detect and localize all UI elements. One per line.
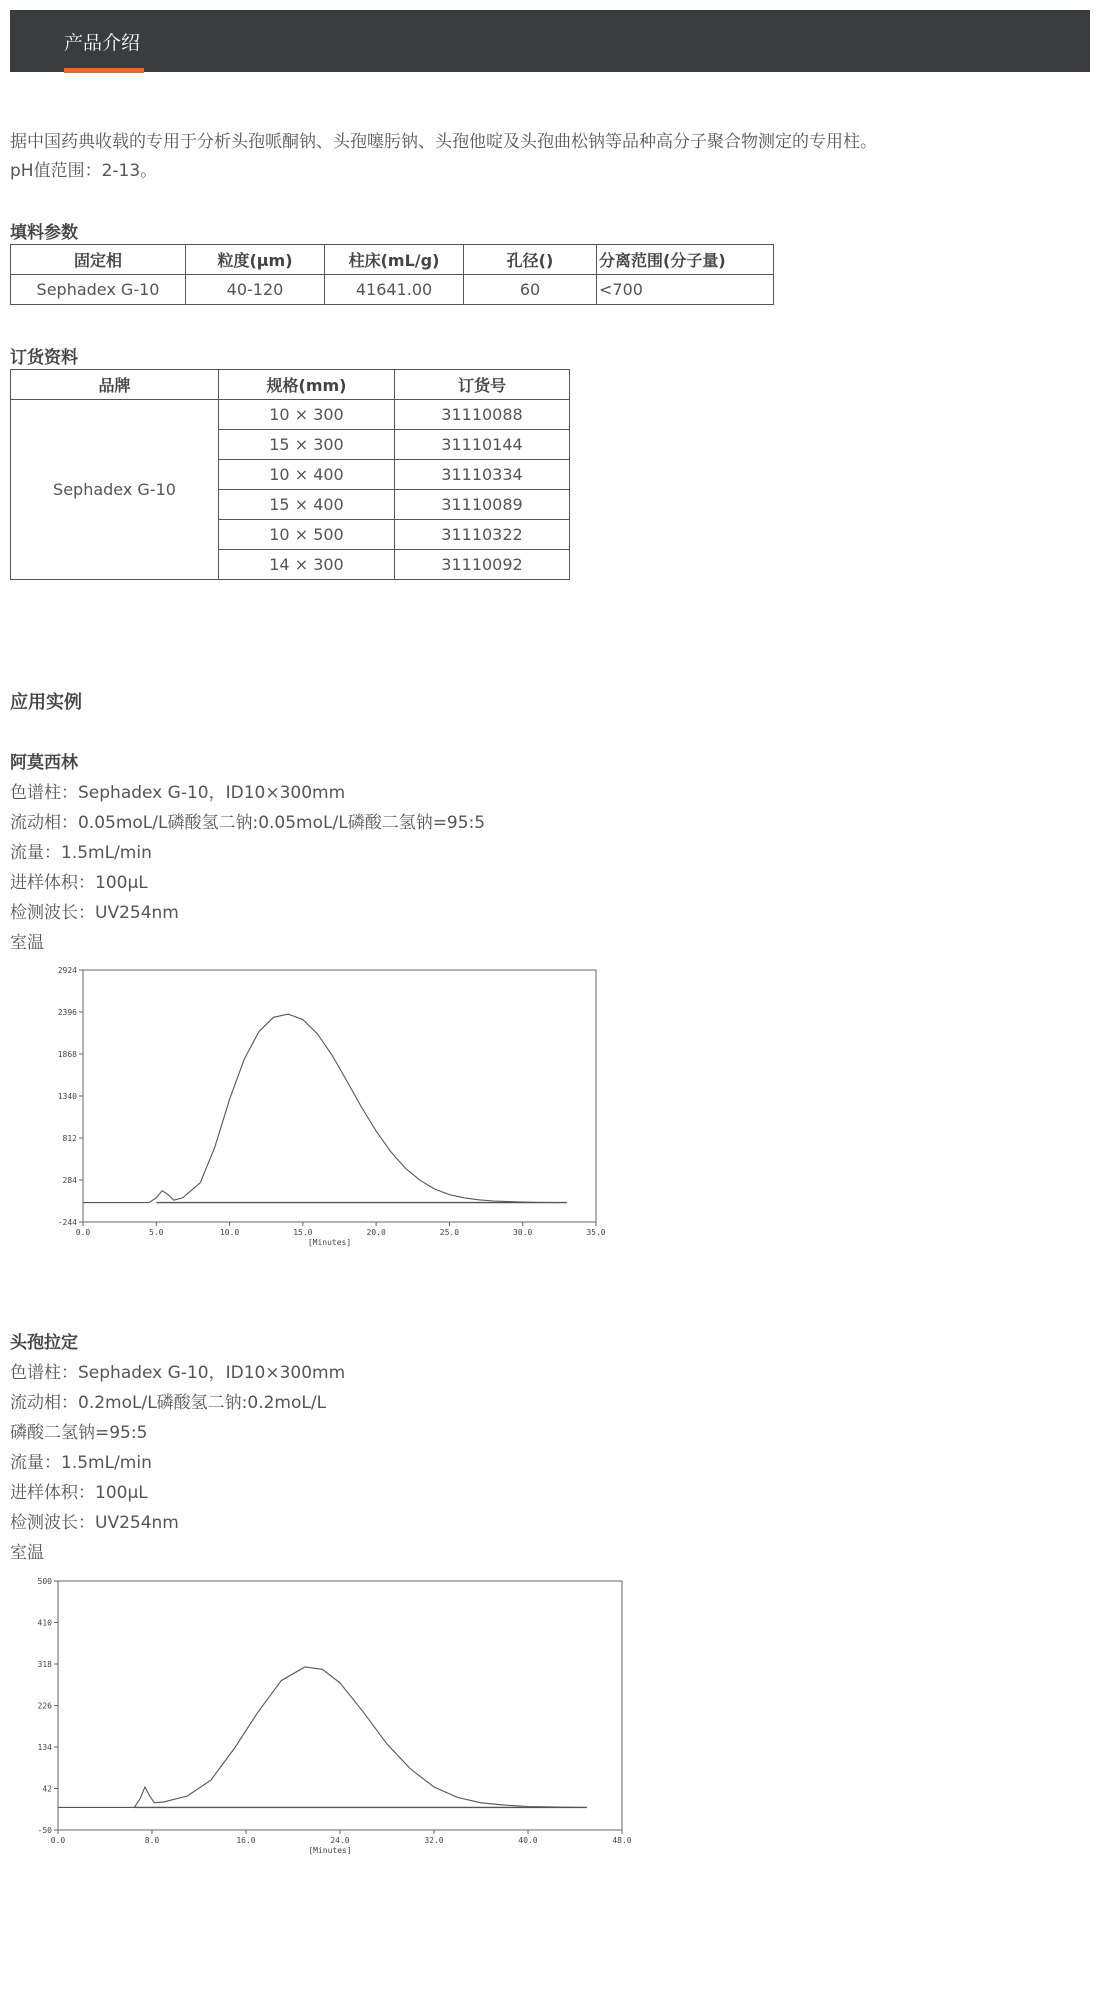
x-tick-label: 32.0 <box>424 1836 444 1845</box>
x-tick-label: 8.0 <box>144 1836 160 1845</box>
ordering-number-cell: 31110092 <box>395 550 570 580</box>
example1-line: 室温 <box>10 933 44 953</box>
ordering-spec-cell: 15 × 300 <box>219 430 395 460</box>
ordering-header-cell: 规格(mm) <box>219 370 395 400</box>
tab-product-intro[interactable]: 产品介绍 <box>64 32 141 54</box>
y-tick-label: 134 <box>37 1743 52 1752</box>
x-tick-label: 0.0 <box>50 1836 66 1845</box>
example1-line: 检测波长：UV254nm <box>10 903 179 923</box>
chromatogram-chart-1 <box>10 960 610 1255</box>
ordering-brand-cell: Sephadex G-10 <box>11 400 219 580</box>
example1-line: 色谱柱：Sephadex G-10，ID10×300mm <box>10 783 346 803</box>
packing-header-cell: 孔径() <box>464 245 597 275</box>
y-tick-label: 1868 <box>57 1050 77 1059</box>
packing-header-cell: 固定相 <box>11 245 186 275</box>
applications-title: 应用实例 <box>10 692 82 713</box>
chromatogram-chart-2 <box>10 1565 635 1865</box>
y-tick-label: 2924 <box>57 966 77 975</box>
example2-line: 室温 <box>10 1543 44 1563</box>
x-tick-label: 20.0 <box>366 1228 386 1237</box>
packing-cell: 60 <box>464 275 597 305</box>
series-line-signal <box>58 1667 587 1807</box>
table-row <box>11 400 570 430</box>
example2-line: 色谱柱：Sephadex G-10，ID10×300mm <box>10 1363 346 1383</box>
y-tick-label: 1340 <box>57 1092 77 1101</box>
y-tick-label: 318 <box>37 1660 52 1669</box>
y-tick-label: 284 <box>62 1176 77 1185</box>
y-tick-label: -244 <box>57 1218 77 1227</box>
tab-active-underline <box>64 68 144 73</box>
ordering-table <box>10 369 570 580</box>
x-tick-label: 15.0 <box>293 1228 313 1237</box>
ordering-spec-cell: 10 × 500 <box>219 520 395 550</box>
ordering-number-cell: 31110144 <box>395 430 570 460</box>
plot-frame <box>83 970 596 1222</box>
ordering-header-cell: 品牌 <box>11 370 219 400</box>
packing-cell: Sephadex G-10 <box>11 275 186 305</box>
intro-line-2: pH值范围：2-13。 <box>10 161 158 181</box>
example2-line: 检测波长：UV254nm <box>10 1513 179 1533</box>
ordering-title: 订货资料 <box>10 348 78 368</box>
packing-cell: <700 <box>597 275 774 305</box>
example2-line: 流动相：0.2moL/L磷酸氢二钠:0.2moL/L <box>10 1393 327 1413</box>
packing-cell: 40-120 <box>186 275 325 305</box>
y-tick-label: 2396 <box>57 1008 77 1017</box>
example2-line: 磷酸二氢钠=95:5 <box>10 1423 148 1443</box>
x-tick-label: 24.0 <box>330 1836 350 1845</box>
packing-header-row <box>11 245 774 275</box>
example1-line: 流动相：0.05moL/L磷酸氢二钠:0.05moL/L磷酸二氢钠=95:5 <box>10 813 486 833</box>
ordering-spec-cell: 10 × 400 <box>219 460 395 490</box>
example2-name: 头孢拉定 <box>10 1333 78 1353</box>
ordering-spec-cell: 14 × 300 <box>219 550 395 580</box>
y-tick-label: 812 <box>62 1134 77 1143</box>
x-tick-label: 5.0 <box>149 1228 164 1237</box>
ordering-header-row <box>11 370 570 400</box>
x-tick-label: 30.0 <box>513 1228 533 1237</box>
y-tick-label: -50 <box>37 1826 52 1835</box>
ordering-spec-cell: 15 × 400 <box>219 490 395 520</box>
example2-line: 流量：1.5mL/min <box>10 1453 152 1473</box>
x-tick-label: 48.0 <box>612 1836 632 1845</box>
x-tick-label: 35.0 <box>586 1228 606 1237</box>
x-axis-label: [Minutes] <box>308 1846 352 1855</box>
example1-line: 进样体积：100μL <box>10 873 148 893</box>
x-axis-label: [Minutes] <box>307 1238 352 1247</box>
ordering-header-cell: 订货号 <box>395 370 570 400</box>
packing-table <box>10 244 774 305</box>
packing-cell: 41641.00 <box>325 275 464 305</box>
x-tick-label: 40.0 <box>518 1836 538 1845</box>
ordering-number-cell: 31110089 <box>395 490 570 520</box>
example2-line: 进样体积：100μL <box>10 1483 148 1503</box>
packing-header-cell: 分离范围(分子量) <box>597 245 774 275</box>
packing-data-row <box>11 275 774 305</box>
intro-line-1: 据中国药典收载的专用于分析头孢哌酮钠、头孢噻肟钠、头孢他啶及头孢曲松钠等品种高分子聚合物测定的专用柱。 <box>10 132 877 152</box>
y-tick-label: 226 <box>37 1701 52 1711</box>
x-tick-label: 10.0 <box>219 1228 240 1237</box>
x-tick-label: 25.0 <box>439 1228 460 1237</box>
x-tick-label: 16.0 <box>236 1836 256 1845</box>
ordering-number-cell: 31110088 <box>395 400 570 430</box>
example1-line: 流量：1.5mL/min <box>10 843 152 863</box>
ordering-spec-cell: 10 × 300 <box>219 400 395 430</box>
example1-name: 阿莫西林 <box>10 753 78 773</box>
header-bar <box>10 10 1090 72</box>
ordering-number-cell: 31110334 <box>395 460 570 490</box>
packing-header-cell: 柱床(mL/g) <box>325 245 464 275</box>
y-tick-label: 410 <box>37 1618 52 1628</box>
y-tick-label: 42 <box>42 1784 52 1794</box>
ordering-number-cell: 31110322 <box>395 520 570 550</box>
x-tick-label: 0.0 <box>75 1228 91 1237</box>
packing-title: 填料参数 <box>10 223 78 243</box>
packing-header-cell: 粒度(μm) <box>186 245 325 275</box>
series-line-signal <box>83 1014 567 1203</box>
y-tick-label: 500 <box>37 1577 52 1586</box>
